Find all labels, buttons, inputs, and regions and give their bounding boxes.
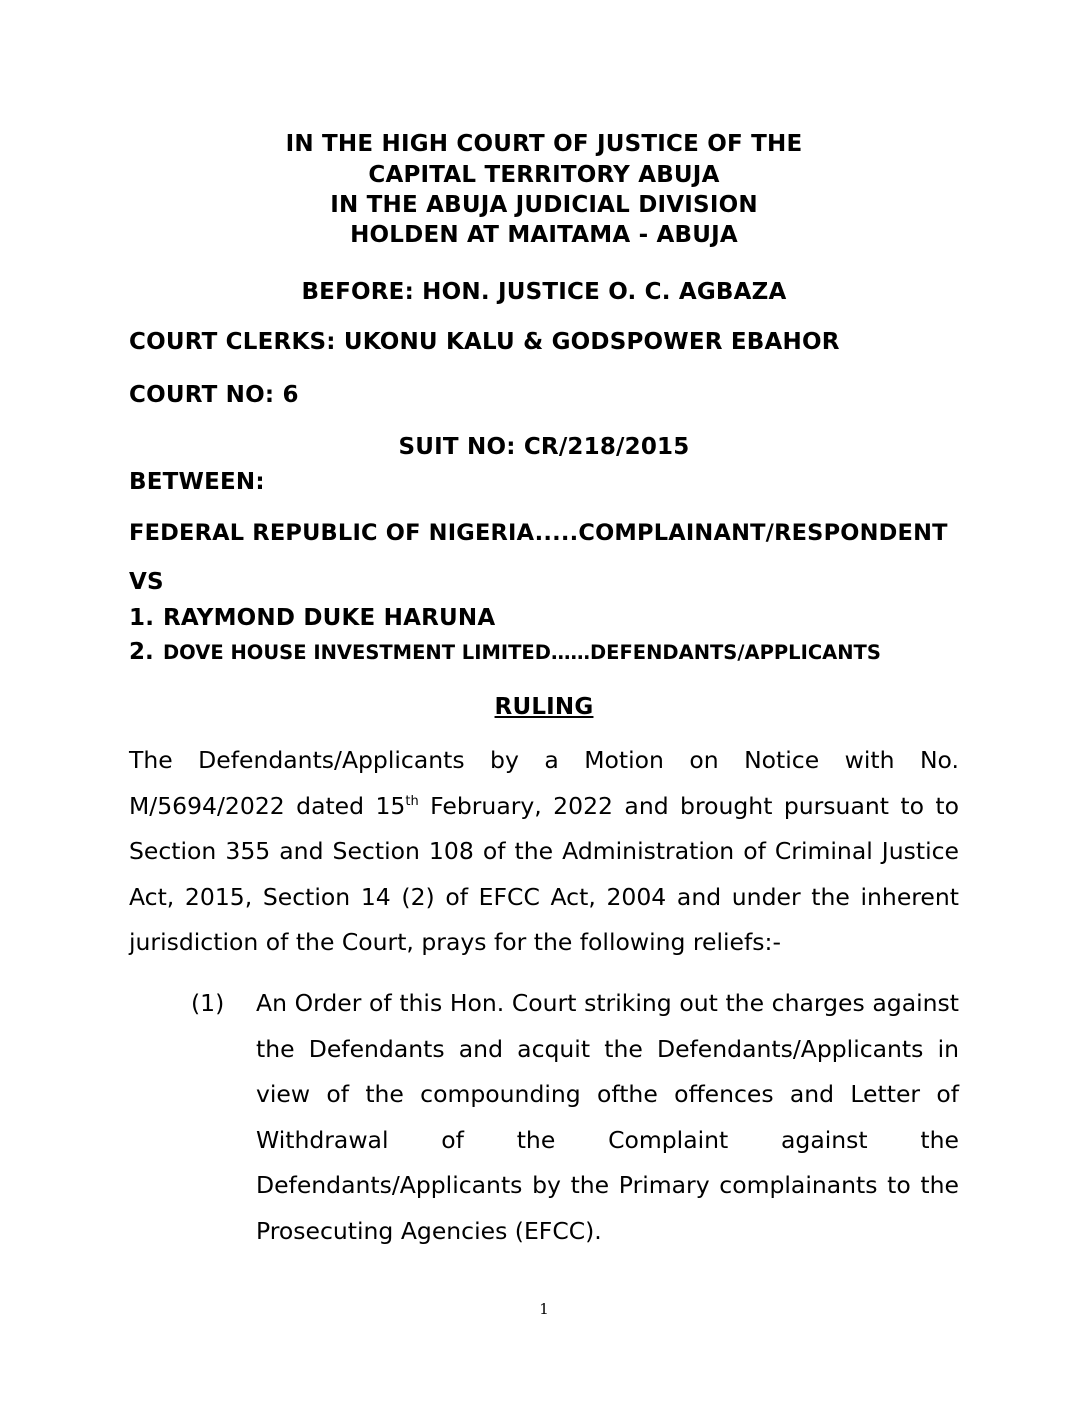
- court-title-line-4: HOLDEN AT MAITAMA - ABUJA: [350, 222, 738, 248]
- intro-paragraph-part-2: February, 2022 and brought pursuant to to Section 355 and Section 108 of the Administration of Criminal Justice Act, 2015, Section 14 (2) of EFCC Act, 2004 and under the inherent jurisdiction of the Court, prays for the following reliefs:-: [129, 791, 959, 956]
- defendant-2-name: DOVE HOUSE INVESTMENT LIMITED……DEFENDANTS/APPLICANTS: [163, 641, 881, 664]
- defendant-1-number: 1.: [129, 605, 155, 631]
- defendant-1: [129, 605, 495, 631]
- versus-label: VS: [129, 569, 164, 595]
- between-label: BETWEEN:: [129, 469, 265, 495]
- court-title-line-3: IN THE ABUJA JUDICIAL DIVISION: [330, 192, 758, 218]
- defendant-2: [129, 639, 881, 665]
- defendant-2-number: 2.: [129, 639, 154, 665]
- court-clerks: COURT CLERKS: UKONU KALU & GODSPOWER EBAHOR: [129, 329, 840, 355]
- date-superscript: th: [405, 793, 419, 809]
- page-number: 1: [539, 1300, 549, 1318]
- ruling-heading: RULING: [494, 694, 594, 720]
- relief-1-number: (1): [191, 989, 225, 1017]
- intro-paragraph: [129, 738, 959, 966]
- suit-number: SUIT NO: CR/218/2015: [398, 434, 690, 460]
- before-judge: BEFORE: HON. JUSTICE O. C. AGBAZA: [301, 279, 787, 305]
- relief-1-text: An Order of this Hon. Court striking out the charges against the Defendants and acquit the Defendants/Applicants in view of the compounding ofthe offences and Letter of Withdrawal of the Complaint against the Defendants/Applicants by the Primary complainants to the Prosecuting Agencies (EFCC).: [256, 989, 959, 1245]
- complainant-line: FEDERAL REPUBLIC OF NIGERIA.....COMPLAINANT/RESPONDENT: [129, 520, 948, 546]
- court-title-line-1: IN THE HIGH COURT OF JUSTICE OF THE: [285, 131, 803, 157]
- court-title-line-2: CAPITAL TERRITORY ABUJA: [368, 162, 720, 188]
- court-number: COURT NO: 6: [129, 382, 299, 408]
- intro-paragraph-part-1: The Defendants/Applicants by a Motion on Notice with No. M/5694/2022 dated 15: [129, 746, 959, 820]
- defendant-1-name: RAYMOND DUKE HARUNA: [163, 605, 496, 631]
